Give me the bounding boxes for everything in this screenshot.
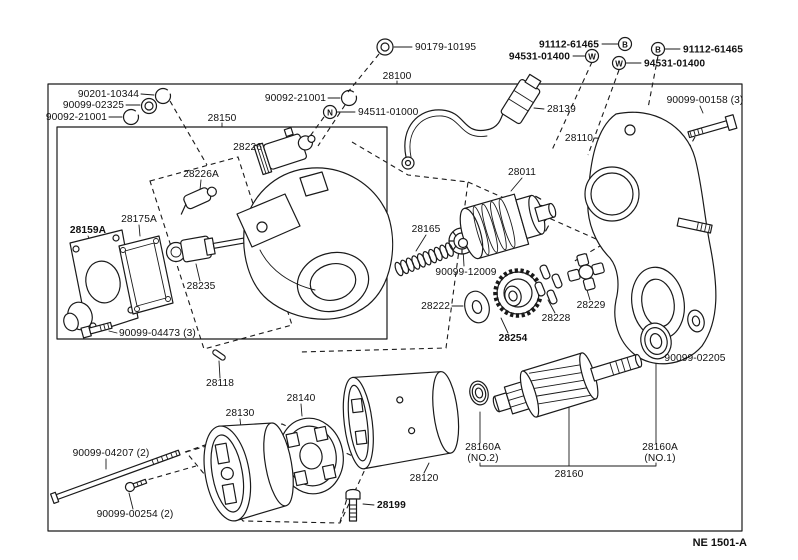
part-drawing-28120-field-frame: [339, 365, 463, 470]
callout-90092-21001-b: 90092-21001: [264, 93, 326, 104]
callout-90092-21001-a: 90092-21001: [45, 112, 107, 123]
callout-28130: 28130: [225, 408, 255, 419]
callout-28120: 28120: [409, 473, 439, 484]
callout-90099-04473: 90099-04473 (3): [119, 328, 196, 339]
callout-28140: 28140: [286, 393, 316, 404]
callout-91112-61465-a: 91112-61465: [538, 39, 599, 51]
callout-94531-01400-a: 94531-01400: [508, 51, 570, 63]
callout-90179-10195: 90179-10195: [415, 42, 477, 53]
nut-90179-icon: [381, 43, 389, 51]
callout-90099-02205: 90099-02205: [664, 353, 726, 364]
callout-28235: 28235: [186, 281, 216, 292]
callout-28159A: 28159A: [69, 225, 107, 236]
callout-90099-02325: 90099-02325: [62, 100, 124, 111]
callout-28228: 28228: [541, 313, 571, 324]
nut-marker-letter: N: [327, 108, 333, 118]
part-drawing-28160A-no2-bearing: [467, 379, 491, 407]
part-drawing-screw-90099-00254: [124, 477, 147, 493]
callout-90099-00254: 90099-00254 (2): [96, 509, 174, 520]
callout-90099-04207: 90099-04207 (2): [72, 448, 150, 459]
callout-28160: 28160: [554, 469, 584, 480]
callout-28160A-no1: 28160A: [642, 442, 678, 453]
callout-28175A: 28175A: [121, 214, 157, 225]
callout-28165: 28165: [411, 224, 441, 235]
callout-28139: 28139: [547, 104, 576, 115]
callout-28199: 28199: [377, 500, 406, 511]
callout-91112-61465-b: 91112-61465: [683, 44, 744, 56]
callout-28254: 28254: [498, 333, 528, 344]
callout-28150: 28150: [207, 113, 237, 124]
callout-28118: 28118: [205, 378, 235, 389]
part-drawing-28139-lead-wire: [402, 72, 545, 169]
callout-94511-01000: 94511-01000: [358, 107, 419, 118]
part-drawing-28160-armature: [487, 337, 648, 428]
callout-28229: 28229: [576, 300, 606, 311]
washer-marker-letter: W: [615, 59, 623, 69]
part-drawing-28118-pin: [212, 349, 226, 361]
callout-28226A: 28226A: [183, 169, 219, 180]
part-drawing-28235-shaft: [167, 229, 252, 262]
part-drawing-28226A-plunger: [175, 183, 219, 214]
part-drawing-28254-gear: [496, 271, 541, 316]
bolt-marker-letter: B: [622, 40, 628, 50]
part-drawing-28229-retainer: [564, 250, 608, 294]
page-code: NE 1501-A: [692, 537, 747, 549]
callout-28160A-no1-sub: (NO.1): [644, 453, 676, 464]
callout-90099-00158: 90099-00158 (3): [666, 95, 744, 106]
callout-28226: 28226: [233, 142, 262, 153]
part-drawing-drive-housing: [237, 168, 393, 319]
bolt-marker-letter: B: [655, 45, 661, 55]
callout-28110: 28110: [564, 133, 593, 144]
part-drawing-28226-magnet-switch: [252, 122, 321, 175]
washer-marker-letter: W: [588, 52, 596, 62]
callout-28011: 28011: [507, 167, 537, 178]
callout-28222: 28222: [421, 301, 450, 312]
part-drawing-ball-90099-12009: [459, 239, 468, 248]
callout-28100: 28100: [382, 71, 412, 82]
part-drawing-28130-yoke: [197, 415, 299, 525]
callout-28160A-no2: 28160A: [465, 442, 501, 453]
callout-90099-12009: 90099-12009: [435, 267, 497, 278]
callout-90201-10344: 90201-10344: [77, 89, 139, 100]
part-drawing-28222-washer: [461, 288, 492, 325]
callout-94531-01400-b: 94531-01400: [644, 58, 706, 70]
callout-28160A-no2-sub: (NO.2): [467, 453, 499, 464]
